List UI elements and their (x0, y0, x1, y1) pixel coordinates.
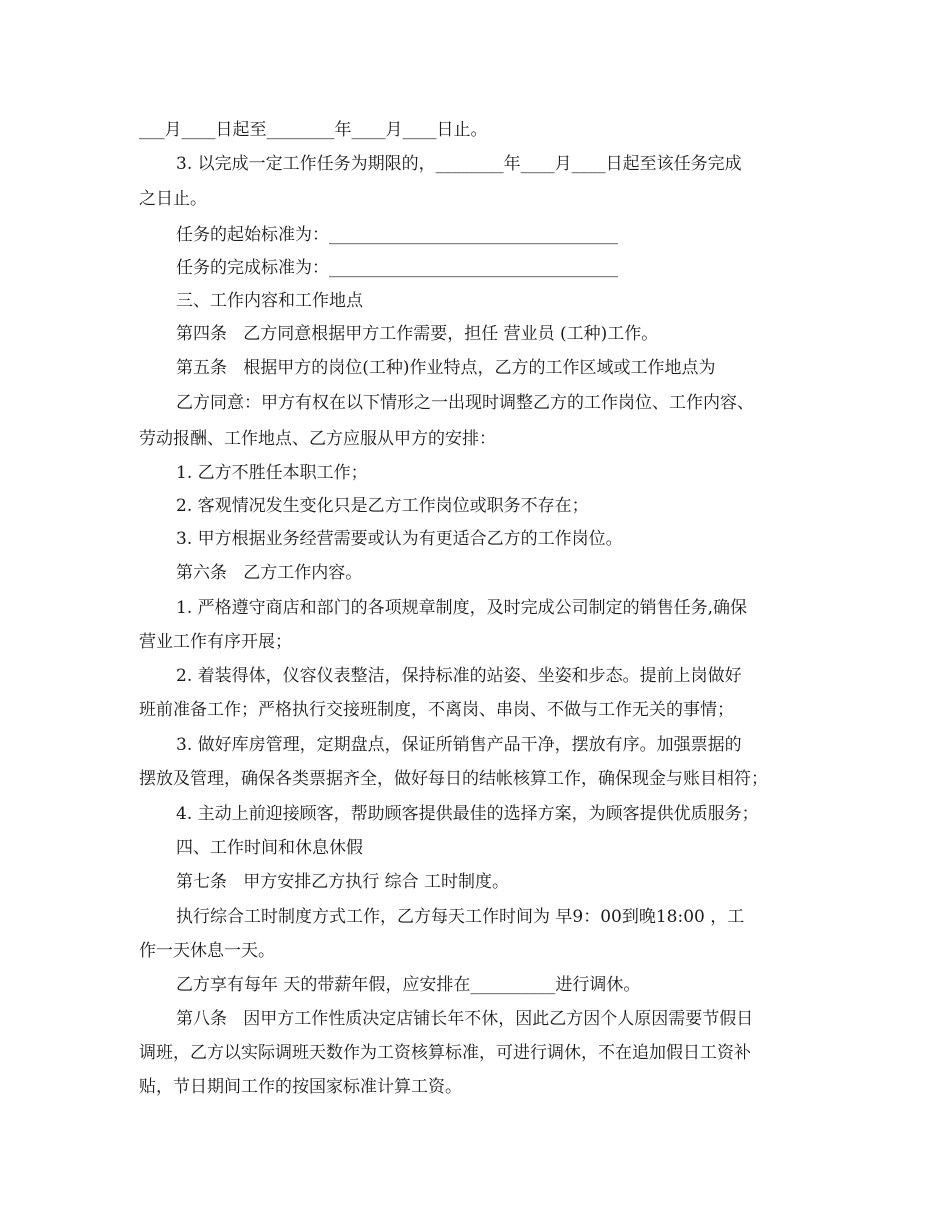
paragraph-line: 班前准备工作；严格执行交接班制度，不离岗、串岗、不做与工作无关的事情； (139, 700, 734, 720)
paragraph-line: 任务的完成标准为：__________________________________ (176, 258, 618, 278)
paragraph-line: 营业工作有序开展； (139, 632, 292, 652)
list-item: 3. 甲方根据业务经营需要或认为有更适合乙方的工作岗位。 (176, 529, 623, 549)
paragraph-line: 执行综合工时制度方式工作，乙方每天工作时间为 早9：00到晚18:00 ，工 (176, 907, 745, 927)
list-item: 2. 着装得体，仪容仪表整洁，保持标准的站姿、坐姿和步态。提前上岗做好 (176, 666, 742, 686)
paragraph-line: 贴，节日期间工作的按国家标准计算工资。 (139, 1077, 462, 1097)
list-item: 3. 做好库房管理，定期盘点，保证所销售产品干净，摆放有序。加强票据的 (176, 735, 742, 755)
article-line: 第七条 甲方安排乙方执行 综合 工时制度。 (176, 872, 510, 892)
article-line: 第四条 乙方同意根据甲方工作需要，担任 营业员 (工种)工作。 (176, 324, 659, 344)
paragraph-line: 作一天休息一天。 (139, 941, 275, 961)
section-heading: 四、工作时间和休息休假 (176, 838, 363, 858)
list-item: 1. 严格遵守商店和部门的各项规章制度，及时完成公司制定的销售任务,确保 (176, 598, 748, 618)
list-item: 1. 乙方不胜任本职工作； (176, 463, 368, 483)
paragraph-line: ___月____日起至________年____月____日止。 (139, 120, 488, 140)
list-item: 2. 客观情况发生变化只是乙方工作岗位或职务不存在； (176, 496, 589, 516)
section-heading: 三、工作内容和工作地点 (176, 291, 363, 311)
paragraph-line: 劳动报酬、工作地点、乙方应服从甲方的安排： (139, 429, 496, 449)
paragraph-line: 乙方享有每年 天的带薪年假，应安排在__________进行调休。 (176, 975, 641, 995)
paragraph-line: 任务的起始标准为：__________________________________ (176, 225, 618, 245)
paragraph-line: 之日止。 (139, 189, 207, 209)
paragraph-line: 3. 以完成一定工作任务为期限的，________年____月____日起至该任务完成 (176, 154, 742, 174)
paragraph-line: 摆放及管理，确保各类票据齐全，做好每日的结帐核算工作，确保现金与账目相符； (139, 769, 768, 789)
article-line: 第六条 乙方工作内容。 (176, 563, 363, 583)
article-line: 第八条 因甲方工作性质决定店铺长年不休，因此乙方因个人原因需要节假日 (176, 1009, 754, 1029)
article-line: 第五条 根据甲方的岗位(工种)作业特点，乙方的工作区域或工作地点为 (176, 358, 716, 378)
list-item: 4. 主动上前迎接顾客，帮助顾客提供最佳的选择方案，为顾客提供优质服务； (176, 804, 759, 824)
paragraph-line: 乙方同意：甲方有权在以下情形之一出现时调整乙方的工作岗位、工作内容、 (176, 393, 754, 413)
paragraph-line: 调班，乙方以实际调班天数作为工资核算标准，可进行调休，不在追加假日工资补 (139, 1043, 751, 1063)
